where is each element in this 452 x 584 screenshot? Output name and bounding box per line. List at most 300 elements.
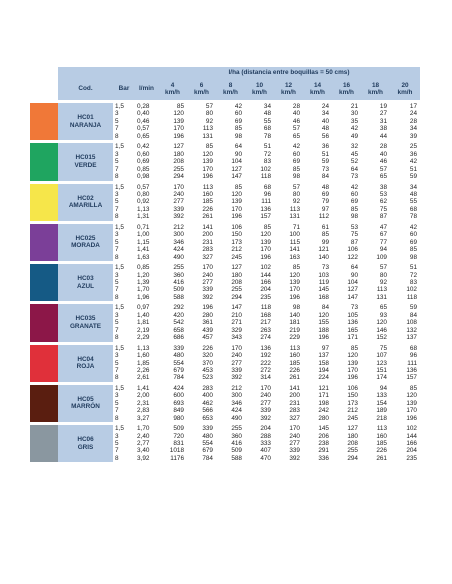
table-row	[30, 343, 420, 352]
cell-lha: 137	[318, 352, 329, 360]
cell-bar: 8	[115, 213, 119, 221]
cell-lha: 69	[409, 238, 417, 246]
speed-unit: km/h	[281, 89, 296, 96]
cell-lmin: 1,81	[137, 319, 150, 327]
cell-lha: 48	[263, 110, 271, 118]
header-spacer	[58, 67, 113, 78]
cell-lmin: 0,69	[137, 158, 150, 166]
cell-lha: 196	[260, 253, 271, 261]
cell-lha: 84	[409, 311, 417, 319]
cell-lha: 361	[202, 319, 213, 327]
header-blank	[30, 78, 58, 102]
cell-lha: 170	[347, 366, 358, 374]
cell-lha: 57	[187, 102, 216, 111]
cell-lha: 523	[202, 374, 213, 382]
cell-lha: 170	[260, 246, 271, 254]
cell-lha: 170	[173, 125, 184, 133]
nozzle-flow-table	[30, 67, 420, 462]
cell-lha: 112	[318, 213, 329, 221]
cell-lha: 280	[318, 414, 329, 422]
cell-lha: 653	[202, 414, 213, 422]
cell-bar: 1,5	[113, 424, 135, 433]
speed-value: 20	[401, 81, 409, 89]
cell-lha: 277	[173, 198, 184, 206]
cell-lmin: 2,40	[137, 432, 150, 440]
speed-value: 16	[342, 81, 351, 89]
cell-lha: 212	[347, 407, 358, 415]
cell-lha: 180	[173, 150, 184, 158]
cell-lha: 52	[350, 158, 358, 166]
column-header-lmin: l/min	[135, 78, 158, 102]
cell-lha: 96	[263, 190, 271, 198]
cell-lha: 102	[260, 165, 271, 173]
cell-lha: 208	[231, 278, 242, 286]
cell-lha: 180	[347, 432, 358, 440]
cell-lha: 127	[347, 286, 358, 294]
cell-lha: 238	[318, 440, 329, 448]
cell-lha: 212	[231, 246, 242, 254]
cell-lha: 171	[318, 392, 329, 400]
cell-lmin: 2,19	[137, 326, 150, 334]
cell-lha: 80	[379, 271, 387, 279]
cell-lha: 27	[379, 110, 387, 118]
cell-lha: 300	[173, 231, 184, 239]
cell-lha: 185	[289, 359, 300, 367]
cell-bar: 3	[115, 231, 119, 239]
cell-lha: 83	[409, 278, 417, 286]
cell-lha: 158	[318, 359, 329, 367]
cell-bar: 7	[115, 205, 119, 213]
cell-bar: 3	[115, 432, 119, 440]
nozzle-color-name: GRIS	[77, 443, 94, 451]
cell-lha: 75	[350, 231, 358, 239]
cell-lha: 229	[289, 334, 300, 342]
cell-lha: 19	[361, 102, 390, 111]
cell-bar: 8	[115, 454, 119, 462]
cell-lha: 106	[332, 383, 361, 392]
cell-lha: 212	[216, 383, 245, 392]
cell-lha: 69	[292, 158, 300, 166]
cell-lha: 255	[158, 263, 187, 272]
cell-lha: 64	[350, 165, 358, 173]
cell-lha: 339	[187, 424, 216, 433]
column-header-speed	[187, 78, 216, 102]
cell-lha: 204	[260, 286, 271, 294]
table-body	[30, 102, 420, 463]
cell-lha: 85	[187, 142, 216, 151]
cell-lha: 231	[202, 238, 213, 246]
cell-lha: 28	[361, 142, 390, 151]
cell-lha: 208	[347, 440, 358, 448]
nozzle-color-swatch	[30, 383, 58, 423]
cell-lha: 90	[350, 271, 358, 279]
cell-lmin: 0,40	[137, 110, 150, 118]
cell-lha: 97	[321, 205, 329, 213]
cell-lha: 168	[260, 311, 271, 319]
cell-lha: 174	[376, 374, 387, 382]
cell-lha: 51	[409, 165, 417, 173]
cell-lha: 85	[234, 125, 242, 133]
cell-lha: 96	[409, 352, 417, 360]
cell-lha: 554	[202, 440, 213, 448]
cell-lha: 217	[260, 319, 271, 327]
cell-lha: 292	[158, 303, 187, 312]
column-header-speed	[303, 78, 332, 102]
cell-lha: 370	[202, 359, 213, 367]
cell-bar: 5	[115, 399, 119, 407]
cell-lha: 98	[409, 253, 417, 261]
cell-lha: 339	[231, 366, 242, 374]
cell-lha: 145	[318, 286, 329, 294]
cell-lha: 34	[390, 182, 420, 191]
cell-lha: 343	[231, 334, 242, 342]
speed-value: 6	[199, 81, 204, 89]
cell-lha: 849	[173, 407, 184, 415]
cell-lha: 166	[406, 440, 417, 448]
cell-lha: 80	[205, 110, 213, 118]
cell-lha: 65	[361, 303, 390, 312]
cell-bar: 5	[115, 319, 119, 327]
cell-lha: 127	[231, 165, 242, 173]
cell-lha: 222	[260, 359, 271, 367]
cell-lmin: 0,92	[137, 198, 150, 206]
nozzle-code-cell	[58, 182, 113, 222]
cell-bar: 7	[115, 366, 119, 374]
cell-lha: 196	[202, 173, 213, 181]
cell-lmin: 0,46	[137, 117, 150, 125]
cell-lha: 218	[376, 414, 387, 422]
cell-lha: 141	[187, 222, 216, 231]
cell-lha: 127	[216, 263, 245, 272]
cell-lha: 98	[234, 132, 242, 140]
cell-lha: 185	[202, 198, 213, 206]
cell-lha: 141	[274, 383, 303, 392]
cell-lha: 212	[158, 222, 187, 231]
cell-lha: 196	[231, 213, 242, 221]
nozzle-code: HC06	[77, 436, 94, 444]
cell-bar: 1,5	[113, 263, 135, 272]
cell-lha: 113	[289, 205, 300, 213]
cell-lha: 31	[379, 117, 387, 125]
cell-lha: 56	[321, 132, 329, 140]
cell-bar: 8	[115, 293, 119, 301]
cell-lha: 196	[289, 293, 300, 301]
cell-lha: 139	[173, 117, 184, 125]
cell-lha: 509	[231, 447, 242, 455]
cell-lha: 263	[260, 326, 271, 334]
cell-lmin: 0,42	[135, 142, 158, 151]
cell-lha: 480	[202, 432, 213, 440]
cell-lha: 204	[406, 447, 417, 455]
cell-lha: 42	[409, 158, 417, 166]
cell-lha: 490	[231, 414, 242, 422]
cell-lha: 240	[202, 271, 213, 279]
cell-lha: 73	[321, 165, 329, 173]
cell-lmin: 1,60	[137, 352, 150, 360]
cell-lha: 59	[321, 158, 329, 166]
cell-lha: 38	[361, 182, 390, 191]
cell-lha: 67	[379, 231, 387, 239]
column-header-speed	[390, 78, 420, 102]
cell-lmin: 0,57	[137, 125, 150, 133]
cell-lmin: 1,40	[137, 311, 150, 319]
cell-lha: 60	[292, 150, 300, 158]
cell-lha: 64	[216, 142, 245, 151]
cell-lmin: 1,15	[137, 238, 150, 246]
cell-bar: 3	[115, 271, 119, 279]
nozzle-code: HC03	[77, 275, 94, 283]
cell-lha: 274	[260, 334, 271, 342]
cell-lha: 132	[406, 326, 417, 334]
cell-lha: 235	[406, 454, 417, 462]
cell-bar: 7	[115, 246, 119, 254]
nozzle-color-name: MORADA	[71, 242, 100, 250]
nozzle-color-swatch	[30, 222, 58, 262]
cell-lha: 83	[263, 158, 271, 166]
cell-lha: 170	[202, 165, 213, 173]
cell-lha: 57	[379, 165, 387, 173]
cell-lmin: 2,29	[137, 334, 150, 342]
cell-lha: 336	[318, 454, 329, 462]
cell-lha: 144	[406, 432, 417, 440]
cell-lha: 566	[202, 407, 213, 415]
cell-lha: 329	[231, 326, 242, 334]
cell-bar: 5	[115, 278, 119, 286]
cell-bar: 1,5	[113, 222, 135, 231]
cell-lha: 339	[260, 407, 271, 415]
cell-lha: 240	[260, 392, 271, 400]
cell-lha: 28	[409, 117, 417, 125]
cell-lha: 115	[289, 238, 300, 246]
cell-lha: 113	[361, 424, 390, 433]
cell-lha: 272	[260, 366, 271, 374]
speed-unit: km/h	[397, 89, 413, 96]
cell-lmin: 0,85	[135, 263, 158, 272]
cell-lha: 392	[289, 454, 300, 462]
cell-lha: 400	[202, 392, 213, 400]
cell-lha: 140	[289, 311, 300, 319]
cell-lha: 147	[231, 173, 242, 181]
cell-lha: 71	[274, 222, 303, 231]
cell-bar: 1,5	[113, 303, 135, 312]
cell-bar: 7	[115, 326, 119, 334]
speed-value: 8	[228, 81, 233, 89]
cell-lha: 392	[231, 374, 242, 382]
cell-lha: 679	[173, 366, 184, 374]
cell-lha: 226	[289, 366, 300, 374]
cell-lha: 194	[318, 366, 329, 374]
speed-unit: km/h	[165, 89, 180, 96]
nozzle-code-cell	[58, 222, 113, 262]
cell-lha: 171	[347, 334, 358, 342]
cell-lha: 85	[409, 246, 417, 254]
column-header-bar: Bar	[113, 78, 135, 102]
nozzle-code-cell	[58, 263, 113, 303]
cell-lha: 416	[231, 440, 242, 448]
cell-lha: 155	[318, 319, 329, 327]
cell-lha: 51	[245, 142, 274, 151]
cell-bar: 3	[115, 190, 119, 198]
cell-lha: 192	[260, 352, 271, 360]
cell-lha: 204	[245, 424, 274, 433]
cell-lha: 200	[289, 392, 300, 400]
cell-lha: 160	[202, 190, 213, 198]
speed-unit: km/h	[310, 89, 325, 96]
cell-lha: 360	[231, 432, 242, 440]
cell-lha: 339	[202, 286, 213, 294]
cell-lha: 53	[379, 190, 387, 198]
cell-lha: 196	[173, 132, 184, 140]
cell-bar: 1,5	[113, 383, 135, 392]
cell-lha: 294	[173, 173, 184, 181]
cell-lha: 75	[361, 343, 390, 352]
cell-lha: 784	[202, 454, 213, 462]
nozzle-code-cell	[58, 424, 113, 463]
cell-lha: 77	[379, 238, 387, 246]
nozzle-code-cell	[58, 303, 113, 343]
cell-lha: 294	[231, 293, 242, 301]
header-blank	[30, 67, 58, 78]
cell-lha: 73	[350, 173, 358, 181]
cell-lha: 120	[347, 352, 358, 360]
cell-lha: 170	[158, 182, 187, 191]
cell-lha: 24	[303, 102, 332, 111]
cell-lha: 136	[347, 319, 358, 327]
cell-lha: 120	[376, 319, 387, 327]
column-header-speed	[158, 78, 187, 102]
cell-lmin: 1,41	[135, 383, 158, 392]
cell-lha: 235	[260, 293, 271, 301]
cell-lmin: 1,31	[137, 213, 150, 221]
cell-lha: 62	[379, 198, 387, 206]
cell-lha: 554	[173, 359, 184, 367]
cell-lha: 261	[376, 454, 387, 462]
cell-lha: 25	[390, 142, 420, 151]
cell-lha: 42	[216, 102, 245, 111]
nozzle-color-swatch	[30, 343, 58, 383]
cell-lha: 141	[289, 246, 300, 254]
cell-lha: 75	[379, 205, 387, 213]
table-row	[30, 303, 420, 312]
cell-lha: 457	[202, 334, 213, 342]
cell-lha: 136	[245, 343, 274, 352]
cell-lha: 245	[231, 253, 242, 261]
cell-lha: 127	[332, 424, 361, 433]
speed-value: 18	[371, 81, 380, 89]
super-header: l/ha (distancia entre boquillas = 50 cms)	[158, 67, 420, 78]
cell-lha: 48	[321, 125, 329, 133]
cell-lha: 49	[350, 132, 358, 140]
nozzle-color-swatch	[30, 102, 58, 142]
cell-lha: 17	[390, 102, 420, 111]
cell-lmin: 0,57	[135, 182, 158, 191]
nozzle-code: HC015	[75, 154, 96, 162]
cell-lha: 34	[409, 125, 417, 133]
cell-lha: 68	[390, 343, 420, 352]
cell-lha: 120	[406, 392, 417, 400]
cell-lha: 35	[350, 117, 358, 125]
cell-lha: 219	[289, 326, 300, 334]
cell-lha: 255	[173, 165, 184, 173]
cell-lha: 145	[303, 424, 332, 433]
cell-lha: 462	[202, 399, 213, 407]
cell-lha: 157	[260, 213, 271, 221]
table-header	[30, 67, 420, 102]
cell-lha: 93	[379, 311, 387, 319]
cell-lha: 283	[187, 383, 216, 392]
cell-lha: 283	[202, 246, 213, 254]
nozzle-code: HC025	[75, 234, 96, 242]
cell-lha: 139	[231, 198, 242, 206]
cell-lha: 170	[231, 205, 242, 213]
cell-lha: 109	[376, 253, 387, 261]
cell-lha: 784	[173, 374, 184, 382]
cell-lha: 136	[406, 366, 417, 374]
cell-lha: 147	[216, 303, 245, 312]
speed-value: 14	[313, 81, 322, 89]
cell-lha: 97	[303, 343, 332, 352]
column-header-speed	[274, 78, 303, 102]
cell-lha: 144	[260, 271, 271, 279]
cell-lha: 85	[321, 231, 329, 239]
speed-value: 10	[255, 81, 264, 89]
cell-lha: 291	[318, 447, 329, 455]
table-row	[30, 424, 420, 433]
cell-lha: 151	[376, 366, 387, 374]
cell-lha: 196	[318, 334, 329, 342]
cell-lha: 150	[347, 392, 358, 400]
cell-lha: 57	[361, 263, 390, 272]
cell-lha: 21	[332, 102, 361, 111]
cell-lha: 87	[379, 213, 387, 221]
cell-lha: 392	[173, 213, 184, 221]
cell-lha: 100	[289, 231, 300, 239]
cell-lha: 85	[216, 182, 245, 191]
nozzle-code: HC02	[77, 194, 94, 202]
cell-lha: 102	[390, 424, 420, 433]
cell-bar: 8	[115, 414, 119, 422]
cell-lha: 327	[202, 253, 213, 261]
cell-lmin: 1,41	[137, 246, 150, 254]
cell-lha: 72	[409, 271, 417, 279]
cell-bar: 1,5	[113, 142, 135, 151]
cell-lha: 118	[260, 173, 271, 181]
cell-lha: 113	[274, 343, 303, 352]
cell-lha: 150	[231, 231, 242, 239]
cell-lmin: 1,39	[137, 278, 150, 286]
speed-unit: km/h	[223, 89, 238, 96]
cell-bar: 5	[115, 359, 119, 367]
cell-lha: 118	[406, 293, 417, 301]
cell-lmin: 0,71	[135, 222, 158, 231]
cell-lha: 140	[318, 253, 329, 261]
cell-lmin: 3,92	[137, 454, 150, 462]
cell-lha: 255	[347, 447, 358, 455]
cell-lha: 170	[216, 343, 245, 352]
cell-lha: 133	[376, 392, 387, 400]
cell-lha: 242	[318, 407, 329, 415]
cell-lha: 588	[231, 454, 242, 462]
cell-lha: 46	[379, 158, 387, 166]
cell-lha: 407	[260, 447, 271, 455]
cell-lha: 36	[303, 142, 332, 151]
cell-lmin: 0,85	[137, 165, 150, 173]
column-header-speed	[245, 78, 274, 102]
cell-lmin: 3,40	[137, 447, 150, 455]
nozzle-code: HC035	[75, 315, 96, 323]
cell-lha: 105	[347, 311, 358, 319]
cell-lha: 92	[379, 278, 387, 286]
